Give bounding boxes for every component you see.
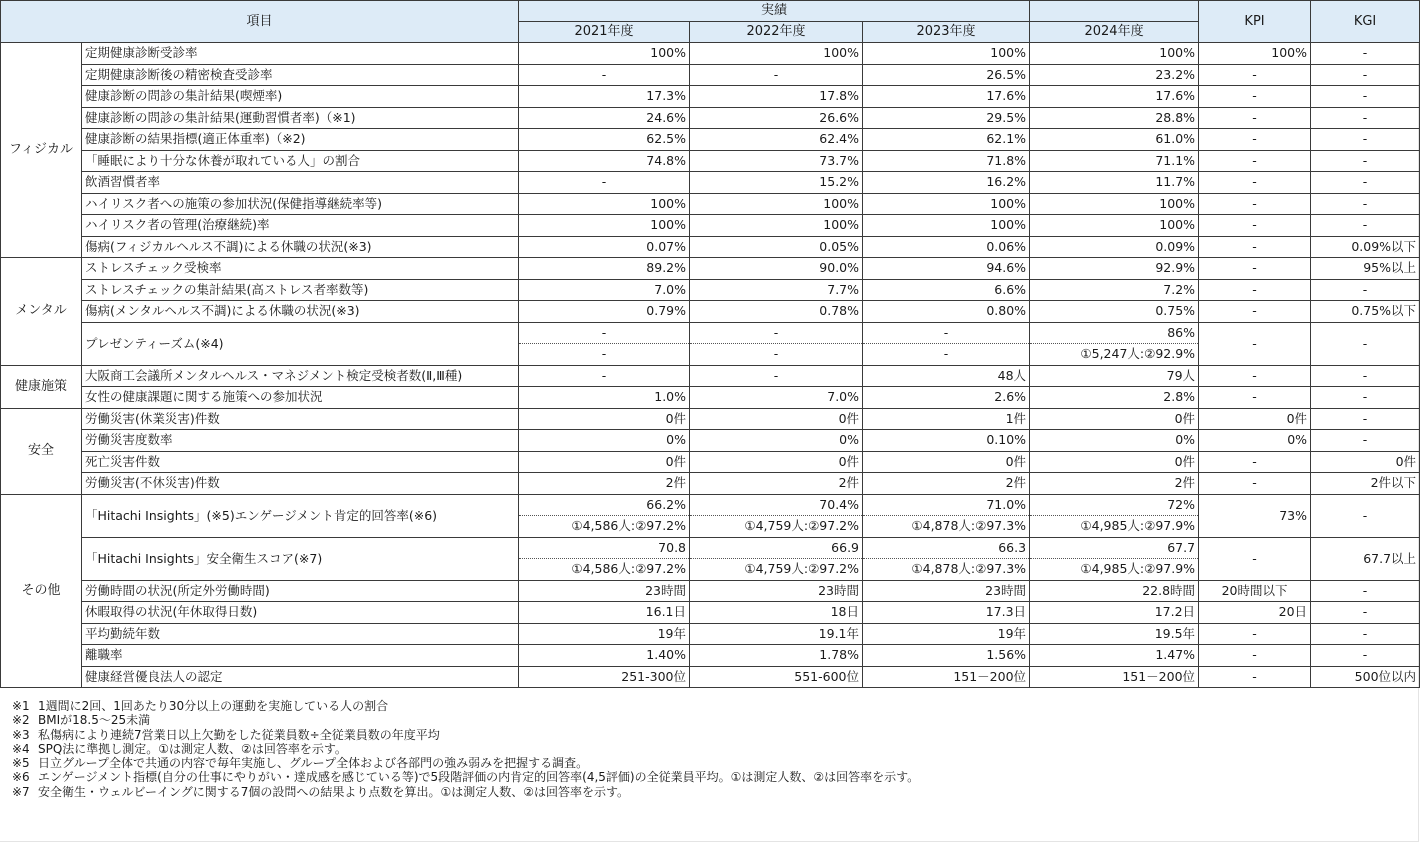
value-2024: 11.7% bbox=[1030, 172, 1199, 194]
value-2024: 100% bbox=[1030, 43, 1199, 65]
row-label: 「Hitachi Insights」安全衛生スコア(※7) bbox=[82, 537, 519, 580]
row-label: 健康経営優良法人の認定 bbox=[82, 666, 519, 688]
row-label: 傷病(メンタルヘルス不調)による休職の状況(※3) bbox=[82, 301, 519, 323]
value-2022: 2件 bbox=[690, 473, 863, 495]
row-label: 休暇取得の状況(年休取得日数) bbox=[82, 602, 519, 624]
value-kgi: - bbox=[1311, 322, 1420, 365]
row-label: 「睡眠により十分な休養が取れている人」の割合 bbox=[82, 150, 519, 172]
value-kpi: - bbox=[1199, 258, 1311, 280]
value-2022: 73.7% bbox=[690, 150, 863, 172]
value-kpi: - bbox=[1199, 537, 1311, 580]
value-2023: 23時間 bbox=[863, 580, 1030, 602]
value-2021: - bbox=[519, 322, 690, 344]
value-kgi: - bbox=[1311, 494, 1420, 537]
value-2024: 0.09% bbox=[1030, 236, 1199, 258]
value-2023: 2.6% bbox=[863, 387, 1030, 409]
value-kpi: - bbox=[1199, 473, 1311, 495]
value-kgi: 95%以上 bbox=[1311, 258, 1420, 280]
value-2021: 16.1日 bbox=[519, 602, 690, 624]
value-kgi: - bbox=[1311, 365, 1420, 387]
table-row bbox=[1, 430, 1420, 452]
sub-2023: ①4,878人:②97.3% bbox=[863, 559, 1030, 581]
value-2022: 18日 bbox=[690, 602, 863, 624]
value-2022: 15.2% bbox=[690, 172, 863, 194]
footnote: ※3 私傷病により連続7営業日以上欠勤をした従業員数÷全従業員数の年度平均 bbox=[12, 727, 440, 742]
row-label: 大阪商工会議所メンタルヘルス・マネジメント検定受検者数(Ⅱ,Ⅲ種) bbox=[82, 365, 519, 387]
row-label: ストレスチェック受検率 bbox=[82, 258, 519, 280]
value-kgi: - bbox=[1311, 623, 1420, 645]
value-2021: - bbox=[519, 172, 690, 194]
value-2023: 94.6% bbox=[863, 258, 1030, 280]
header-item: 項目 bbox=[1, 1, 519, 43]
value-2021: 62.5% bbox=[519, 129, 690, 151]
table-row bbox=[1, 301, 1420, 323]
value-kpi: - bbox=[1199, 623, 1311, 645]
row-label: 平均勤続年数 bbox=[82, 623, 519, 645]
value-2024: 0件 bbox=[1030, 451, 1199, 473]
row-label: 女性の健康課題に関する施策への参加状況 bbox=[82, 387, 519, 409]
value-2021: 251-300位 bbox=[519, 666, 690, 688]
table-row bbox=[1, 129, 1420, 151]
value-kgi: 500位以内 bbox=[1311, 666, 1420, 688]
value-2022: 66.9 bbox=[690, 537, 863, 559]
header-actual: 実績 bbox=[519, 1, 1030, 22]
sub-2022: ①4,759人:②97.2% bbox=[690, 559, 863, 581]
sub-2022: ①4,759人:②97.2% bbox=[690, 516, 863, 538]
value-2024: 0% bbox=[1030, 430, 1199, 452]
table-row bbox=[1, 86, 1420, 108]
row-label: 離職率 bbox=[82, 645, 519, 667]
value-2024: 79人 bbox=[1030, 365, 1199, 387]
value-kgi: - bbox=[1311, 645, 1420, 667]
table-row bbox=[1, 580, 1420, 602]
table-row bbox=[1, 365, 1420, 387]
table-row bbox=[1, 623, 1420, 645]
row-label: 「Hitachi Insights」(※5)エンゲージメント肯定的回答率(※6) bbox=[82, 494, 519, 537]
table-row bbox=[1, 645, 1420, 667]
value-2023: 0.10% bbox=[863, 430, 1030, 452]
value-kgi: - bbox=[1311, 193, 1420, 215]
sub-2024: ①5,247人:②92.9% bbox=[1030, 344, 1199, 366]
row-label: 労働時間の状況(所定外労働時間) bbox=[82, 580, 519, 602]
value-kpi: - bbox=[1199, 64, 1311, 86]
row-label: プレゼンティーズム(※4) bbox=[82, 322, 519, 365]
value-2021: 100% bbox=[519, 193, 690, 215]
value-kgi: - bbox=[1311, 387, 1420, 409]
row-label: 労働災害(休業災害)件数 bbox=[82, 408, 519, 430]
value-2023: 29.5% bbox=[863, 107, 1030, 129]
value-2022: 551-600位 bbox=[690, 666, 863, 688]
table-row bbox=[1, 64, 1420, 86]
value-2024: 2.8% bbox=[1030, 387, 1199, 409]
value-2023: 62.1% bbox=[863, 129, 1030, 151]
value-2022: 1.78% bbox=[690, 645, 863, 667]
value-2024: 7.2% bbox=[1030, 279, 1199, 301]
footnotes bbox=[12, 699, 919, 799]
category-safety: 安全 bbox=[1, 408, 82, 494]
footnote: ※6 エンゲージメント指標(自分の仕事にやりがい・達成感を感じている等)で5段階評価の内肯定的回答率(4,5評価)の全従業員平均。①は測定人数、②は回答率を示す。 bbox=[12, 770, 920, 785]
value-2024: 92.9% bbox=[1030, 258, 1199, 280]
category-physical: フィジカル bbox=[1, 43, 82, 258]
footnote: ※2 BMIが18.5～25未満 bbox=[12, 713, 151, 728]
value-kgi: - bbox=[1311, 215, 1420, 237]
table-row bbox=[1, 279, 1420, 301]
value-2022: 0件 bbox=[690, 451, 863, 473]
table-row bbox=[1, 172, 1420, 194]
value-2024: 23.2% bbox=[1030, 64, 1199, 86]
row-label: ハイリスク者への施策の参加状況(保健指導継続率等) bbox=[82, 193, 519, 215]
table-row bbox=[1, 322, 1420, 344]
category-health-measures: 健康施策 bbox=[1, 365, 82, 408]
value-kgi: - bbox=[1311, 150, 1420, 172]
value-kgi: 67.7以上 bbox=[1311, 537, 1420, 580]
value-kpi: - bbox=[1199, 301, 1311, 323]
value-2024: 19.5年 bbox=[1030, 623, 1199, 645]
value-kpi: 20時間以下 bbox=[1199, 580, 1311, 602]
value-kgi: - bbox=[1311, 172, 1420, 194]
value-kpi: - bbox=[1199, 172, 1311, 194]
row-label: 労働災害(不休災害)件数 bbox=[82, 473, 519, 495]
value-2022: 0% bbox=[690, 430, 863, 452]
value-2023: 2件 bbox=[863, 473, 1030, 495]
value-2021: 0件 bbox=[519, 451, 690, 473]
value-2023: 1.56% bbox=[863, 645, 1030, 667]
table-row bbox=[1, 408, 1420, 430]
value-2024: 17.2日 bbox=[1030, 602, 1199, 624]
header-kgi: KGI bbox=[1311, 1, 1420, 43]
value-kpi: 73% bbox=[1199, 494, 1311, 537]
row-label: 定期健康診断後の精密検査受診率 bbox=[82, 64, 519, 86]
row-label: ストレスチェックの集計結果(高ストレス者率数等) bbox=[82, 279, 519, 301]
value-2023: 0件 bbox=[863, 451, 1030, 473]
value-kgi: - bbox=[1311, 602, 1420, 624]
value-2023: 48人 bbox=[863, 365, 1030, 387]
value-2023: 17.6% bbox=[863, 86, 1030, 108]
value-2024: 100% bbox=[1030, 215, 1199, 237]
value-2021: 23時間 bbox=[519, 580, 690, 602]
value-kpi: - bbox=[1199, 279, 1311, 301]
table-row bbox=[1, 494, 1420, 516]
sub-2023: - bbox=[863, 344, 1030, 366]
value-2022: 62.4% bbox=[690, 129, 863, 151]
value-2024: 0件 bbox=[1030, 408, 1199, 430]
value-2023: 71.0% bbox=[863, 494, 1030, 516]
value-kgi: - bbox=[1311, 408, 1420, 430]
value-kgi: - bbox=[1311, 43, 1420, 65]
value-kgi: 0.75%以下 bbox=[1311, 301, 1420, 323]
table-row bbox=[1, 43, 1420, 65]
value-2021: 1.40% bbox=[519, 645, 690, 667]
table-row bbox=[1, 193, 1420, 215]
value-kpi: - bbox=[1199, 86, 1311, 108]
row-label: 死亡災害件数 bbox=[82, 451, 519, 473]
value-2023: 100% bbox=[863, 193, 1030, 215]
value-kgi: - bbox=[1311, 86, 1420, 108]
header-year-2023: 2023年度 bbox=[863, 22, 1030, 43]
value-kgi: - bbox=[1311, 129, 1420, 151]
value-2024: 100% bbox=[1030, 193, 1199, 215]
value-kpi: - bbox=[1199, 322, 1311, 365]
value-2024: 0.75% bbox=[1030, 301, 1199, 323]
table-row bbox=[1, 236, 1420, 258]
table-row bbox=[1, 258, 1420, 280]
value-2022: - bbox=[690, 64, 863, 86]
value-2022: 0件 bbox=[690, 408, 863, 430]
footnote: ※4 SPQ法に準拠し測定。①は測定人数、②は回答率を示す。 bbox=[12, 741, 347, 756]
value-kgi: - bbox=[1311, 580, 1420, 602]
sub-2024: ①4,985人:②97.9% bbox=[1030, 559, 1199, 581]
value-2024: 28.8% bbox=[1030, 107, 1199, 129]
value-2023: 16.2% bbox=[863, 172, 1030, 194]
value-2024: 71.1% bbox=[1030, 150, 1199, 172]
table-row bbox=[1, 602, 1420, 624]
value-2021: 0件 bbox=[519, 408, 690, 430]
value-2024: 72% bbox=[1030, 494, 1199, 516]
row-label: 健康診断の結果指標(適正体重率)（※2) bbox=[82, 129, 519, 151]
value-2024: 61.0% bbox=[1030, 129, 1199, 151]
value-kgi: - bbox=[1311, 279, 1420, 301]
value-2022: 17.8% bbox=[690, 86, 863, 108]
value-2021: 66.2% bbox=[519, 494, 690, 516]
sub-2024: ①4,985人:②97.9% bbox=[1030, 516, 1199, 538]
value-2021: 19年 bbox=[519, 623, 690, 645]
value-2024: 17.6% bbox=[1030, 86, 1199, 108]
value-2023: 100% bbox=[863, 43, 1030, 65]
row-label: 健康診断の問診の集計結果(運動習慣者率)（※1) bbox=[82, 107, 519, 129]
value-kgi: 2件以下 bbox=[1311, 473, 1420, 495]
sub-2021: ①4,586人:②97.2% bbox=[519, 559, 690, 581]
value-2023: 71.8% bbox=[863, 150, 1030, 172]
value-kgi: 0.09%以下 bbox=[1311, 236, 1420, 258]
value-2022: 90.0% bbox=[690, 258, 863, 280]
header-actual-blank bbox=[1030, 1, 1199, 22]
value-kpi: - bbox=[1199, 645, 1311, 667]
table-row bbox=[1, 215, 1420, 237]
value-2024: 2件 bbox=[1030, 473, 1199, 495]
value-kgi: - bbox=[1311, 64, 1420, 86]
header-year-2021: 2021年度 bbox=[519, 22, 690, 43]
category-mental: メンタル bbox=[1, 258, 82, 366]
sub-2021: - bbox=[519, 344, 690, 366]
table-row bbox=[1, 150, 1420, 172]
table-row bbox=[1, 107, 1420, 129]
value-kpi: - bbox=[1199, 387, 1311, 409]
value-2021: - bbox=[519, 64, 690, 86]
footnote: ※7 安全衛生・ウェルビーイングに関する7個の設問への結果より点数を算出。①は測定人数、②は回答率を示す。 bbox=[12, 784, 629, 799]
value-kpi: 0% bbox=[1199, 430, 1311, 452]
row-label: ハイリスク者の管理(治療継続)率 bbox=[82, 215, 519, 237]
value-2022: 0.78% bbox=[690, 301, 863, 323]
value-2022: 0.05% bbox=[690, 236, 863, 258]
value-2022: 100% bbox=[690, 193, 863, 215]
value-2021: 100% bbox=[519, 215, 690, 237]
value-2021: 0% bbox=[519, 430, 690, 452]
table-row bbox=[1, 666, 1420, 688]
header-year-2022: 2022年度 bbox=[690, 22, 863, 43]
value-2022: 100% bbox=[690, 43, 863, 65]
value-2021: 74.8% bbox=[519, 150, 690, 172]
value-2023: 100% bbox=[863, 215, 1030, 237]
value-kpi: - bbox=[1199, 236, 1311, 258]
value-2022: - bbox=[690, 322, 863, 344]
value-kpi: 100% bbox=[1199, 43, 1311, 65]
value-2021: 89.2% bbox=[519, 258, 690, 280]
footnote: ※1 1週間に2回、1回あたり30分以上の運動を実施している人の割合 bbox=[12, 699, 389, 713]
value-kpi: 0件 bbox=[1199, 408, 1311, 430]
value-2022: 26.6% bbox=[690, 107, 863, 129]
row-label: 傷病(フィジカルヘルス不調)による休職の状況(※3) bbox=[82, 236, 519, 258]
value-2021: 24.6% bbox=[519, 107, 690, 129]
value-2024: 86% bbox=[1030, 322, 1199, 344]
value-kpi: - bbox=[1199, 193, 1311, 215]
value-2023: 17.3日 bbox=[863, 602, 1030, 624]
table-row bbox=[1, 451, 1420, 473]
value-2022: 23時間 bbox=[690, 580, 863, 602]
row-label: 飲酒習慣者率 bbox=[82, 172, 519, 194]
value-2022: - bbox=[690, 365, 863, 387]
value-2022: 100% bbox=[690, 215, 863, 237]
sub-2021: ①4,586人:②97.2% bbox=[519, 516, 690, 538]
value-2021: 2件 bbox=[519, 473, 690, 495]
value-kgi: - bbox=[1311, 430, 1420, 452]
value-2022: 7.7% bbox=[690, 279, 863, 301]
value-2023: 1件 bbox=[863, 408, 1030, 430]
value-2024: 22.8時間 bbox=[1030, 580, 1199, 602]
value-kgi: - bbox=[1311, 107, 1420, 129]
value-kpi: - bbox=[1199, 365, 1311, 387]
value-2022: 19.1年 bbox=[690, 623, 863, 645]
footnote: ※5 日立グループ全体で共通の内容で毎年実施し、グループ全体および各部門の強み弱みを把握する調査。 bbox=[12, 756, 589, 771]
value-2021: 0.07% bbox=[519, 236, 690, 258]
value-kpi: - bbox=[1199, 451, 1311, 473]
value-kpi: - bbox=[1199, 150, 1311, 172]
value-kpi: 20日 bbox=[1199, 602, 1311, 624]
value-2023: 26.5% bbox=[863, 64, 1030, 86]
value-2023: 151－200位 bbox=[863, 666, 1030, 688]
value-2021: 1.0% bbox=[519, 387, 690, 409]
sub-2023: ①4,878人:②97.3% bbox=[863, 516, 1030, 538]
category-other: その他 bbox=[1, 494, 82, 688]
table-row bbox=[1, 387, 1420, 409]
sub-2022: - bbox=[690, 344, 863, 366]
value-2022: 70.4% bbox=[690, 494, 863, 516]
value-2023: 19年 bbox=[863, 623, 1030, 645]
value-kpi: - bbox=[1199, 666, 1311, 688]
value-2023: 0.06% bbox=[863, 236, 1030, 258]
value-2024: 1.47% bbox=[1030, 645, 1199, 667]
row-label: 定期健康診断受診率 bbox=[82, 43, 519, 65]
value-kpi: - bbox=[1199, 129, 1311, 151]
value-2023: 6.6% bbox=[863, 279, 1030, 301]
row-label: 健康診断の問診の集計結果(喫煙率) bbox=[82, 86, 519, 108]
value-2021: 70.8 bbox=[519, 537, 690, 559]
value-kpi: - bbox=[1199, 107, 1311, 129]
value-2022: 7.0% bbox=[690, 387, 863, 409]
value-2021: 0.79% bbox=[519, 301, 690, 323]
value-kpi: - bbox=[1199, 215, 1311, 237]
value-2021: 17.3% bbox=[519, 86, 690, 108]
row-label: 労働災害度数率 bbox=[82, 430, 519, 452]
value-2023: 0.80% bbox=[863, 301, 1030, 323]
value-2023: - bbox=[863, 322, 1030, 344]
table-row bbox=[1, 537, 1420, 559]
value-kgi: 0件 bbox=[1311, 451, 1420, 473]
value-2021: 100% bbox=[519, 43, 690, 65]
value-2021: - bbox=[519, 365, 690, 387]
header-year-2024: 2024年度 bbox=[1030, 22, 1199, 43]
table-row bbox=[1, 473, 1420, 495]
value-2024: 67.7 bbox=[1030, 537, 1199, 559]
header-kpi: KPI bbox=[1199, 1, 1311, 43]
value-2021: 7.0% bbox=[519, 279, 690, 301]
value-2023: 66.3 bbox=[863, 537, 1030, 559]
value-2024: 151－200位 bbox=[1030, 666, 1199, 688]
